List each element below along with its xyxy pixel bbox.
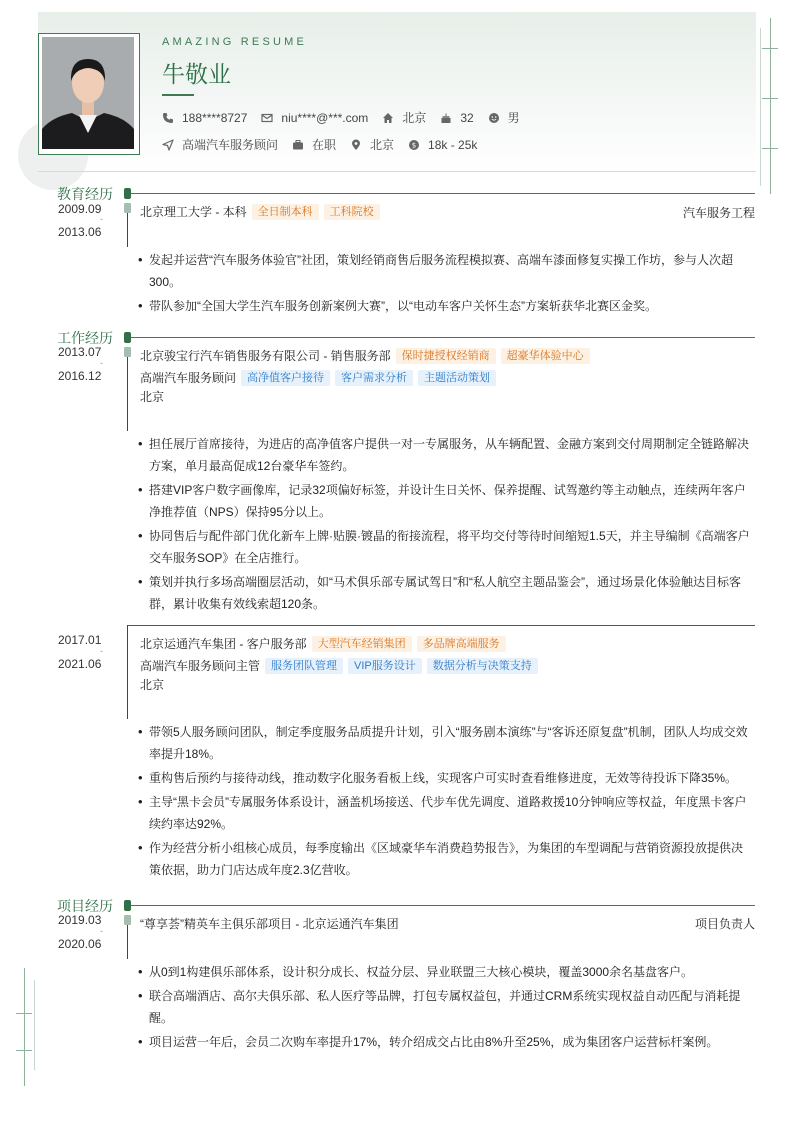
gender-item — [488, 109, 520, 126]
work2-role-tag: VIP服务设计 — [348, 658, 422, 674]
timeline-line-education — [127, 213, 128, 247]
decor-line-right-2 — [760, 28, 761, 186]
timeline-line-work-2 — [127, 625, 128, 719]
entry-line-work-2 — [127, 625, 755, 626]
section-marker-education — [124, 188, 131, 199]
svg-text:$: $ — [411, 141, 417, 149]
work2-bullets — [138, 721, 754, 883]
phone-text: 188****8727 — [182, 110, 248, 125]
project-start-date: 2019.03 — [58, 913, 102, 927]
work-city-text: 北京 — [370, 138, 395, 152]
bullet-item: • 重构售后预约与接待动线，推动数字化服务看板上线，实现客户可实时查看维修进度，无效等待投诉下降35%。 — [138, 767, 754, 789]
decor-tick-right-3 — [762, 148, 778, 149]
decor-tick-right-1 — [762, 48, 778, 49]
work1-end-date: 2016.12 — [58, 369, 102, 383]
edu-school: 北京理工大学 - 本科 — [140, 205, 247, 219]
work1-start-date: 2013.07 — [58, 345, 102, 359]
work2-company: 北京运通汽车集团 - 客户服务部 — [140, 637, 307, 651]
timeline-line-work-1 — [127, 357, 128, 431]
work2-company-line — [140, 635, 506, 652]
edu-school-line — [140, 203, 380, 220]
age-text: 32 — [460, 110, 474, 125]
mail-icon — [261, 112, 273, 124]
phone-icon — [162, 112, 174, 124]
work1-company: 北京骏宝行汽车销售服务有限公司 - 销售服务部 — [140, 349, 391, 363]
bullet-item: • 主导“黑卡会员”专属服务体系设计，涵盖机场接送、代步车优先调度、道路救援10分钟响应等权益，年度黑卡客户续约率达92%。 — [138, 791, 754, 835]
email-text: niu****@***.com — [281, 110, 369, 125]
candidate-name: 牛敬业 — [162, 61, 231, 87]
work2-end-date: 2021.06 — [58, 657, 102, 671]
bullet-item: • 担任展厅首席接待，为进店的高净值客户提供一对一专属服务，从车辆配置、金融方案到交付周期制定全链路解决方案，单月最高促成12台豪华车签约。 — [138, 433, 754, 477]
section-title-work: 工作经历 — [57, 330, 113, 346]
timeline-line-projects — [127, 925, 128, 959]
edu-date-separator: - — [100, 214, 103, 224]
decor-tick-left-2 — [16, 1050, 32, 1051]
status-text: 在职 — [312, 138, 337, 152]
entry-marker-education — [124, 203, 131, 213]
position-item — [162, 136, 278, 153]
bullet-item: • 项目运营一年后，会员二次购车率提升17%，转介绍成交占比由8%升至25%，成为集团客户运营标杆案例。 — [138, 1031, 754, 1053]
work2-date-separator: - — [100, 646, 103, 656]
decor-tick-right-2 — [762, 98, 778, 99]
edu-major: 汽车服务工程 — [682, 206, 755, 220]
work2-role-line — [140, 657, 538, 674]
location-pin-icon — [350, 139, 362, 151]
section-line-work — [131, 337, 755, 338]
edu-start-date: 2009.09 — [58, 202, 102, 216]
hometown-text: 北京 — [402, 111, 427, 125]
work1-role-tag: 高净值客户接待 — [241, 370, 330, 386]
edu-bullets — [138, 249, 754, 319]
work2-city: 北京 — [140, 678, 165, 692]
money-icon — [408, 139, 420, 151]
gender-text: 男 — [507, 111, 520, 125]
section-line-education — [131, 193, 755, 194]
decor-line-left-1 — [24, 968, 25, 1086]
project-date-separator: - — [100, 926, 103, 936]
salary-item — [408, 138, 477, 152]
bullet-item: • 从0到1构建俱乐部体系，设计积分成长、权益分层、异业联盟三大核心模块，覆盖3000余名基盘客户。 — [138, 961, 754, 983]
age-item — [440, 111, 473, 125]
decor-line-left-2 — [34, 980, 35, 1070]
decor-line-right-1 — [770, 18, 771, 194]
info-row-1 — [162, 109, 534, 126]
name-underline — [162, 94, 194, 96]
work1-company-tag: 超豪华体验中心 — [501, 348, 590, 364]
cake-icon — [440, 112, 452, 124]
briefcase-icon — [292, 139, 304, 151]
entry-marker-projects — [124, 915, 131, 925]
bullet-item: • 作为经营分析小组核心成员，每季度输出《区域豪华车消费趋势报告》，为集团的车型调配与营销资源投放提供决策依据，助力门店达成年度2.3亿营收。 — [138, 837, 754, 881]
home-icon — [382, 112, 394, 124]
email-item — [261, 111, 368, 125]
bullet-item: • 带领5人服务顾问团队，制定季度服务品质提升计划，引入“服务剧本演练”与“客诉还原复盘”机制，团队人均成交效率提升18%。 — [138, 721, 754, 765]
project-end-date: 2020.06 — [58, 937, 102, 951]
avatar-illustration — [42, 37, 134, 149]
gender-icon — [488, 112, 500, 124]
bullet-item: • 策划并执行多场高端圈层活动，如“马术俱乐部专属试驾日”和“私人航空主题品鉴会”，通过场景化体验触达目标客群，累计收集有效线索超120条。 — [138, 571, 754, 615]
project-role: 项目负责人 — [694, 917, 755, 931]
work1-role-line — [140, 369, 496, 386]
work1-role: 高端汽车服务顾问 — [140, 371, 237, 385]
hometown-item — [382, 109, 426, 126]
bullet-item: • 带队参加“全国大学生汽车服务创新案例大赛”，以“电动车客户关怀生态”方案斩获华北赛区金奖。 — [138, 295, 754, 317]
send-icon — [162, 139, 174, 151]
section-title-projects: 项目经历 — [57, 898, 113, 914]
project-name: “尊享荟”精英车主俱乐部项目 - 北京运通汽车集团 — [140, 917, 399, 931]
bullet-item: • 协同售后与配件部门优化新车上牌·贴膜·镀晶的衔接流程，将平均交付等待时间缩短1.5天，并主导编制《高端客户交车服务SOP》在全店推行。 — [138, 525, 754, 569]
work1-city: 北京 — [140, 390, 165, 404]
work-city-item — [350, 136, 394, 153]
section-marker-work — [124, 332, 131, 343]
position-text: 高端汽车服务顾问 — [182, 138, 279, 152]
work1-role-tag: 主题活动策划 — [418, 370, 496, 386]
info-row-2 — [162, 136, 491, 153]
work2-role: 高端汽车服务顾问主管 — [140, 659, 261, 673]
profile-photo — [42, 37, 134, 149]
resume-subtitle: AMAZING RESUME — [162, 36, 308, 48]
work1-company-tag: 保时捷授权经销商 — [396, 348, 496, 364]
bullet-item: • 搭建VIP客户数字画像库，记录32项偏好标签，并设计生日关怀、保养提醒、试驾邀约等主动触点，连续两年客户净推荐值（NPS）保持95分以上。 — [138, 479, 754, 523]
work1-date-separator: - — [100, 358, 103, 368]
work1-bullets — [138, 433, 754, 617]
section-marker-projects — [124, 900, 131, 911]
entry-marker-work-1 — [124, 347, 131, 357]
work1-company-line — [140, 347, 590, 364]
salary-text: 18k - 25k — [428, 137, 478, 152]
edu-tag: 工科院校 — [324, 204, 380, 220]
work2-company-tag: 多品牌高端服务 — [417, 636, 506, 652]
work2-role-tag: 服务团队管理 — [265, 658, 343, 674]
section-title-education: 教育经历 — [57, 186, 113, 202]
bullet-item: • 发起并运营“汽车服务体验官”社团，策划经销商售后服务流程模拟赛、高端车漆面修复实操工作坊，参与人次超300。 — [138, 249, 754, 293]
header-divider — [38, 171, 756, 172]
edu-tag: 全日制本科 — [252, 204, 319, 220]
edu-end-date: 2013.06 — [58, 225, 102, 239]
status-item — [292, 136, 336, 153]
work2-company-tag: 大型汽车经销集团 — [312, 636, 412, 652]
work2-start-date: 2017.01 — [58, 633, 102, 647]
bullet-item: • 联合高端酒店、高尔夫俱乐部、私人医疗等品牌，打包专属权益包，并通过CRM系统实现权益自动匹配与消耗提醒。 — [138, 985, 754, 1029]
decor-tick-left-1 — [16, 1013, 32, 1014]
section-line-projects — [131, 905, 755, 906]
phone-item — [162, 111, 247, 125]
work2-role-tag: 数据分析与决策支持 — [427, 658, 538, 674]
project-bullets — [138, 961, 754, 1055]
work1-role-tag: 客户需求分析 — [335, 370, 413, 386]
